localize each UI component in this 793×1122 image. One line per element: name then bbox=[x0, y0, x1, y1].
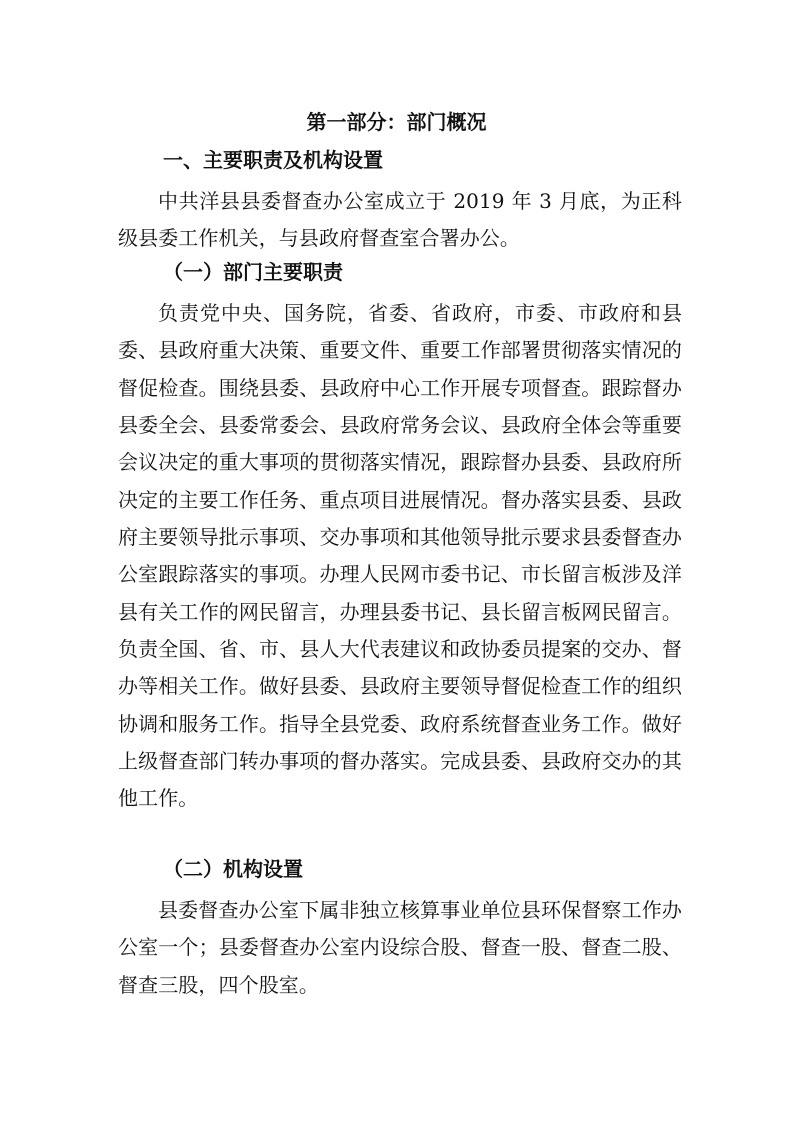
subsection-heading-organization: （二）机构设置 bbox=[163, 857, 303, 881]
intro-paragraph: 中共洋县县委督查办公室成立于 2019 年 3 月底，为正科级县委工作机关，与县政府督查室合署办公。 bbox=[118, 189, 682, 251]
subsection-heading-main-duties: （一）部门主要职责 bbox=[163, 260, 343, 284]
page-title: 第一部分：部门概况 bbox=[306, 110, 487, 134]
duties-paragraph: 负责党中央、国务院，省委、省政府，市委、市政府和县委、县政府重大决策、重要文件、重要工作部署贯彻落实情况的督促检查。围绕县委、县政府中心工作开展专项督查。跟踪督办县委全会、县委常委会、县政府常务会议、县政府全体会等重要会议决定的重大事项的贯彻落实情况，跟踪督办县委、县政府所决定的主要工作任务、重点项目进展情况。督办落实县委、县政府主要领导批示事项、交办事项和其他领导批示要求县委督查办公室跟踪落实的事项。办理人民网市委书记、市长留言板涉及洋县有关工作的网民留言，办理县委书记、县长留言板网民留言。负责全国、省、市、县人大代表建议和政协委员提案的交办、督办等相关工作。做好县委、县政府主要领导督促检查工作的组织协调和服务工作。指导全县党委、政府系统督查业务工作。做好上级督查部门转办事项的督办落实。完成县委、县政府交办的其他工作。 bbox=[118, 301, 682, 811]
organization-paragraph: 县委督查办公室下属非独立核算事业单位县环保督察工作办公室一个；县委督查办公室内设综合股、督查一股、督查二股、督查三股，四个股室。 bbox=[118, 898, 682, 997]
section-heading-duties-and-structure: 一、主要职责及机构设置 bbox=[163, 148, 383, 172]
